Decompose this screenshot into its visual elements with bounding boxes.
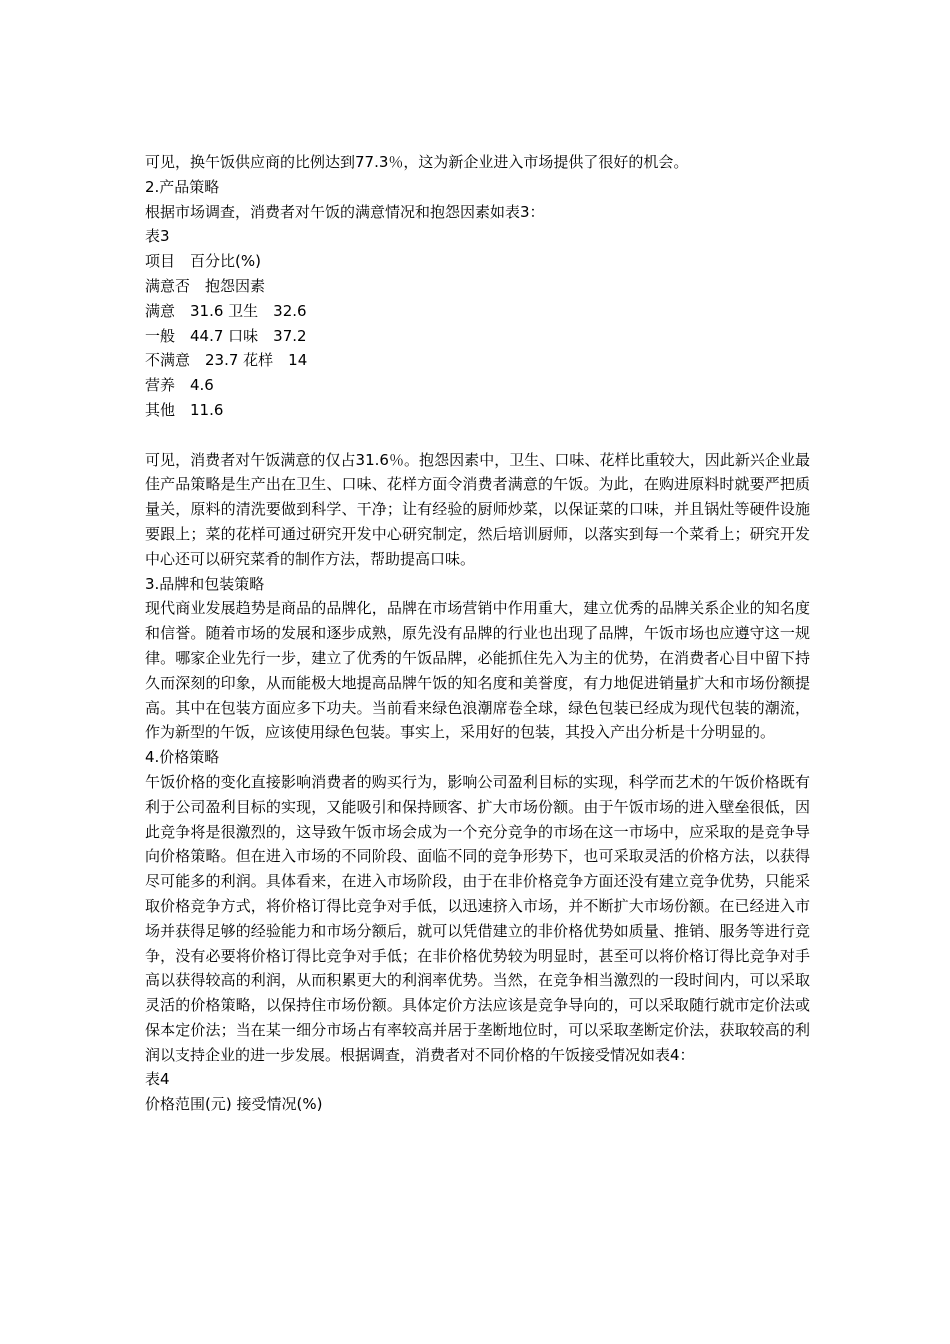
table3-header-1: 项目 百分比(%)	[145, 252, 261, 271]
table4-header: 价格范围(元) 接受情况(%)	[145, 1095, 323, 1114]
section3-body: 现代商业发展趋势是商品的品牌化，品牌在市场营销中作用重大，建立优秀的品牌关系企业的知名度和信誉。随着市场的发展和逐步成熟，原先没有品牌的行业也出现了品牌，午饭市场也应遵守这一规律。哪家企业先行一步，建立了优秀的午饭品牌，必能抓住先入为主的优势，在消费者心目中留下持久而深刻的印象，从而能极大地提高品牌午饭的知名度和美誉度，有力地促进销量扩大和市场份额提高。其中在包装方面应多下功夫。当前看来绿色浪潮席卷全球，绿色包装已经成为现代包装的潮流，作为新型的午饭，应该使用绿色包装。事实上，采用好的包装，其投入产出分析是十分明显的。	[145, 599, 810, 742]
table3-header-2: 满意否 抱怨因素	[145, 276, 266, 295]
table3-row: 其他 11.6	[145, 400, 224, 419]
table3-row: 不满意 23.7 花样 14	[145, 351, 308, 370]
section2-lead: 根据市场调查，消费者对午饭的满意情况和抱怨因素如表3：	[145, 202, 545, 221]
document-page	[145, 150, 810, 1117]
intro-line: 可见，换午饭供应商的比例达到77.3％，这为新企业进入市场提供了很好的机会。	[145, 153, 689, 171]
section4-body: 午饭价格的变化直接影响消费者的购买行为，影响公司盈利目标的实现，科学而艺术的午饭价格既有利于公司盈利目标的实现，又能吸引和保持顾客、扩大市场份额。由于午饭市场的进入壁垒很低，因此竞争将是很激烈的，这导致午饭市场会成为一个充分竞争的市场在这一市场中，应采取的是竞争导向价格策略。但在进入市场的不同阶段、面临不同的竞争形势下，也可采取灵活的价格方法，以获得尽可能多的利润。具体看来，在进入市场阶段，由于在非价格竞争方面还没有建立竞争优势，只能采取价格竞争方式，将价格订得比竞争对手低，以迅速挤入市场，并不断扩大市场份额。在已经进入市场并获得足够的经验能力和市场分额后，就可以凭借建立的非价格优势如质量、推销、服务等进行竞争，没有必要将价格订得比竞争对手低；在非价格优势较为明显时，甚至可以将价格订得比竞争对手高以获得较高的利润，从而积累更大的利润率优势。当然，在竞争相当激烈的一段时间内，可以采取灵活的价格策略，以保持住市场份额。具体定价方法应该是竞争导向的，可以采取随行就市定价法或保本定价法；当在某一细分市场占有率较高并居于垄断地位时，可以采取垄断定价法，获取较高的利润以支持企业的进一步发展。根据调查，消费者对不同价格的午饭接受情况如表4：	[145, 772, 810, 1064]
section4-heading: 4.价格策略	[145, 748, 220, 767]
table3-row: 满意 31.6 卫生 32.6	[145, 301, 307, 320]
table3-row: 一般 44.7 口味 37.2	[145, 326, 307, 345]
section3-heading: 3.品牌和包装策略	[145, 574, 265, 593]
table3-title: 表3	[145, 227, 170, 246]
section2-conclusion: 可见，消费者对午饭满意的仅占31.6％。抱怨因素中，卫生、口味、花样比重较大，因此新兴企业最佳产品策略是生产出在卫生、口味、花样方面令消费者满意的午饭。为此，在购进原料时就要严把质量关，原料的清洗要做到科学、干净；让有经验的厨师炒菜，以保证菜的口味，并且锅灶等硬件设施要跟上；菜的花样可通过研究开发中心研究制定，然后培训厨师，以落实到每一个菜肴上；研究开发中心还可以研究菜肴的制作方法，帮助提高口味。	[145, 450, 810, 568]
table4-title: 表4	[145, 1070, 170, 1089]
table3-row: 营养 4.6	[145, 376, 214, 395]
blank-line	[145, 423, 810, 448]
section2-heading: 2.产品策略	[145, 177, 220, 196]
